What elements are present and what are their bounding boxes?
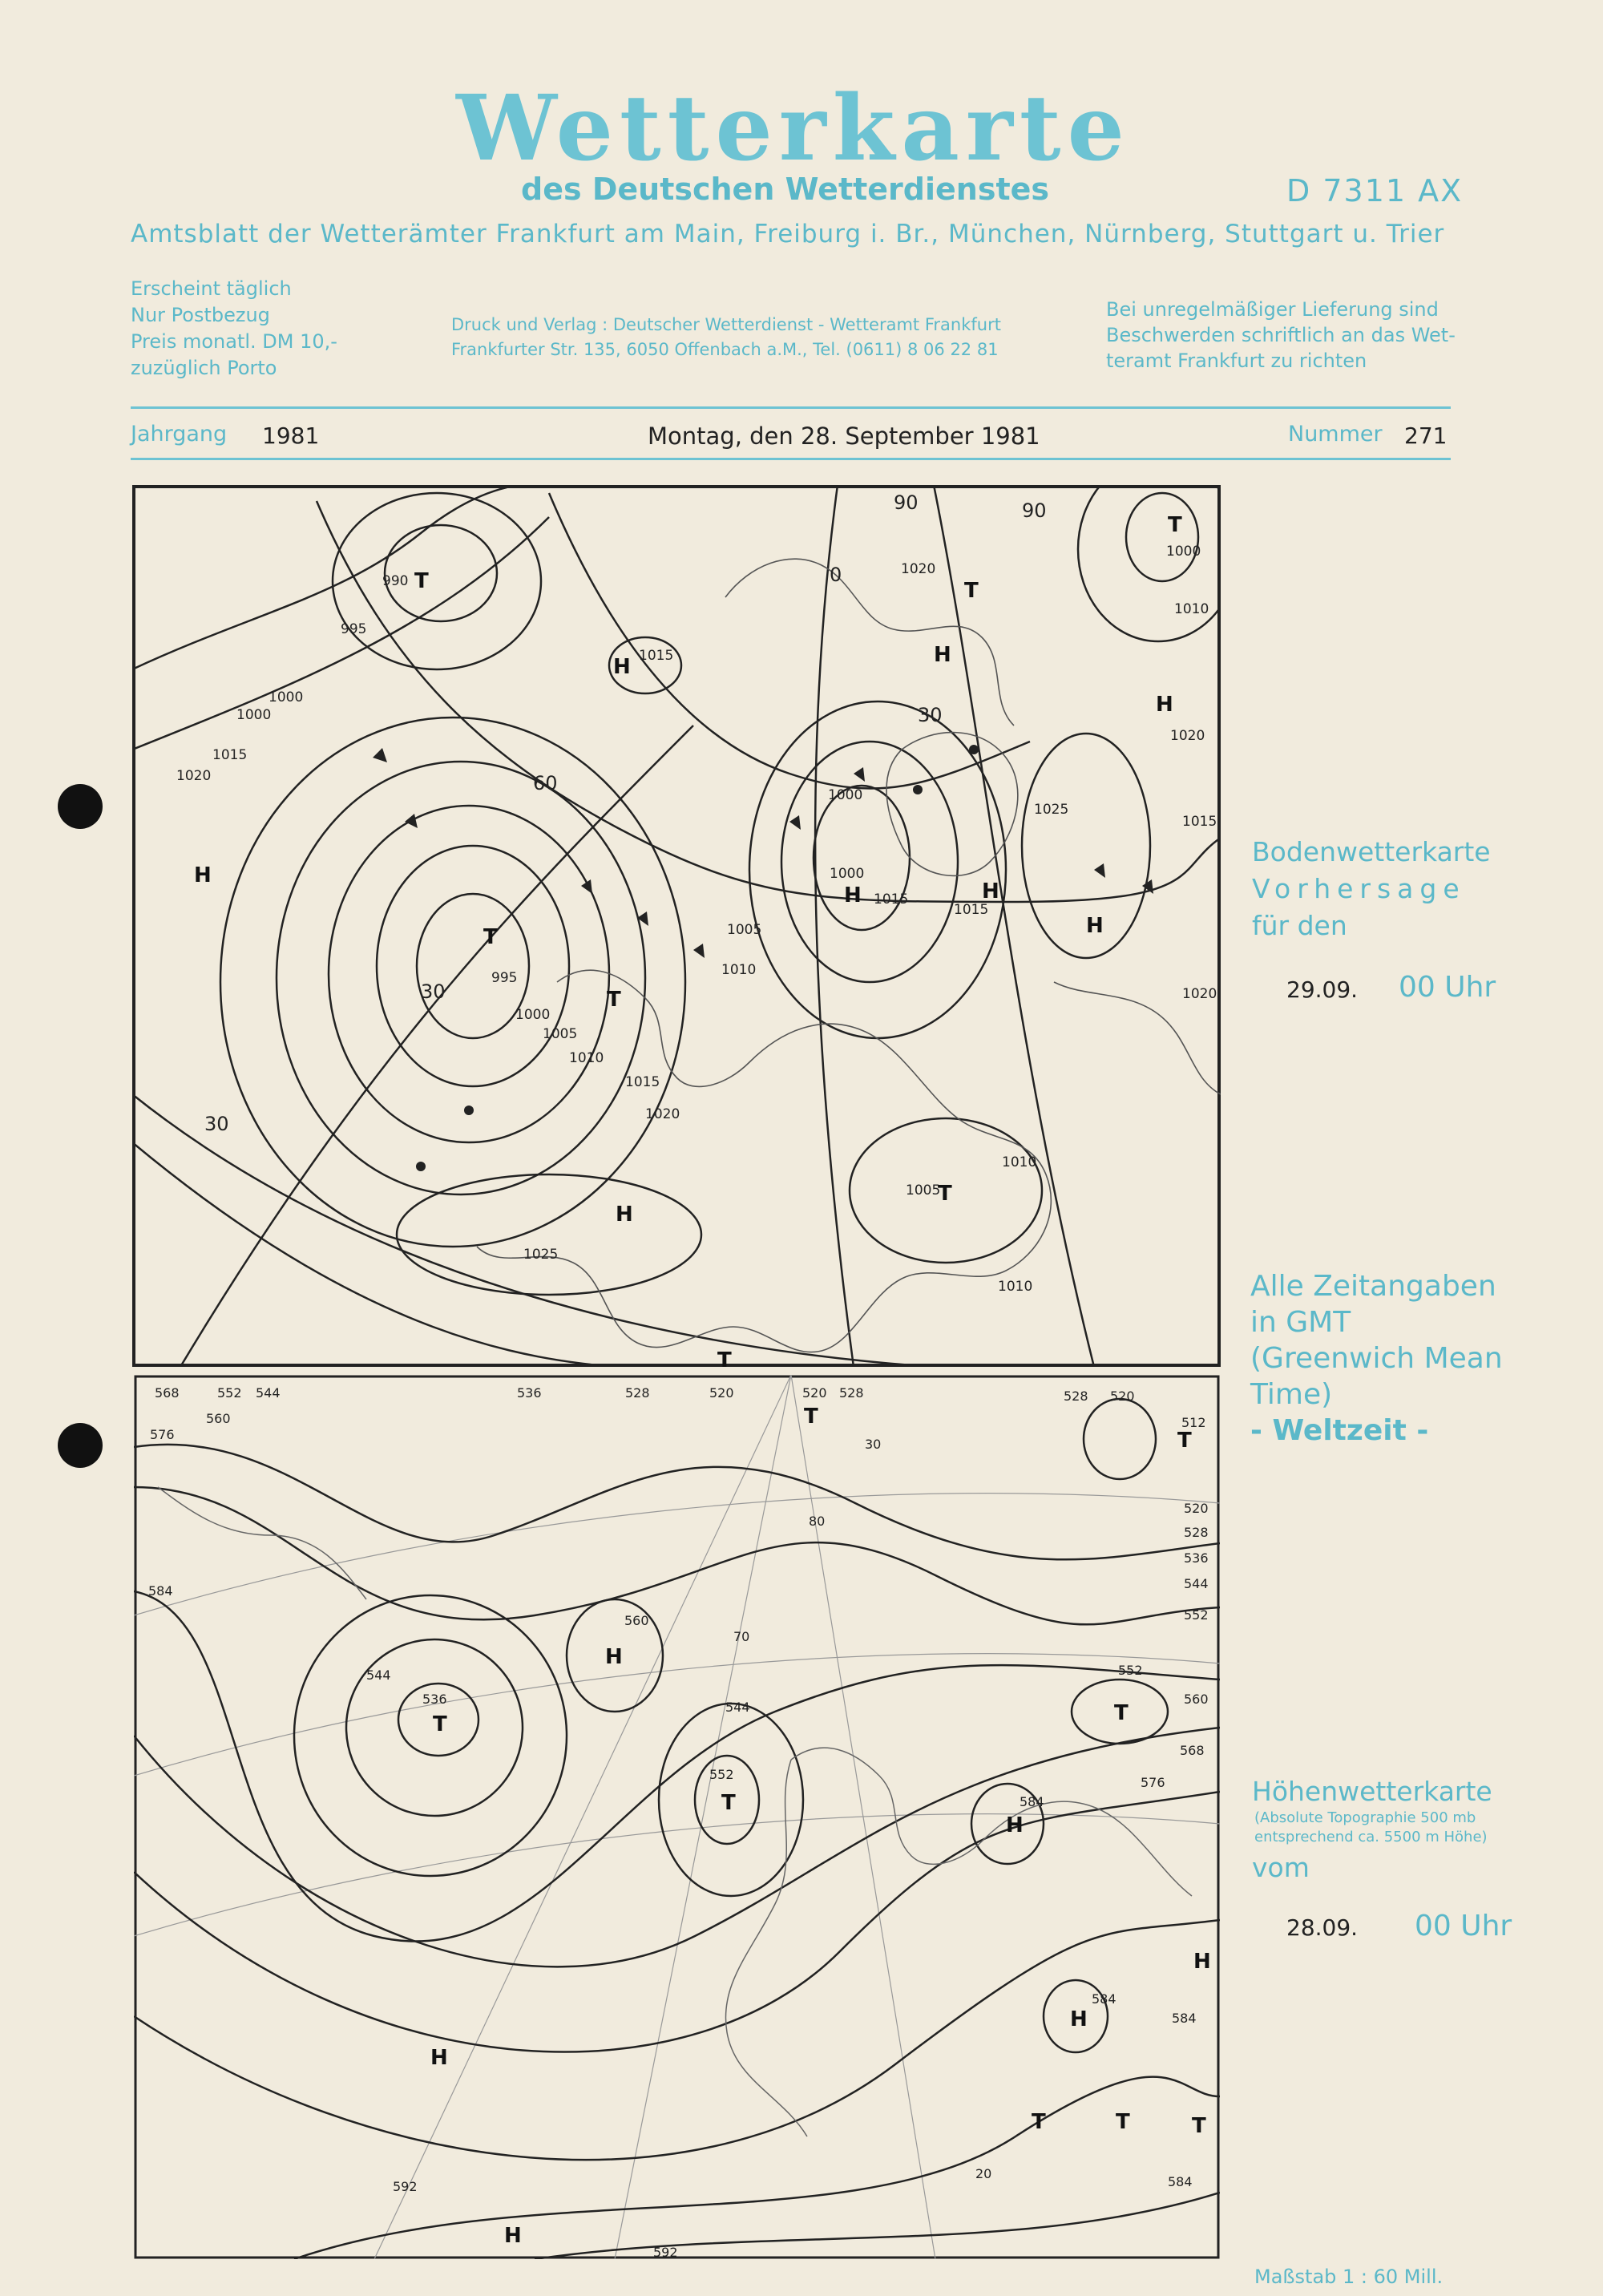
low-center: T	[1114, 1701, 1129, 1725]
isobar-label: 1015	[212, 747, 248, 763]
contour-label: 584	[1092, 1991, 1116, 2007]
isobar-label: 995	[491, 970, 518, 986]
low-center: T	[804, 1405, 818, 1429]
high-center: H	[616, 1203, 633, 1227]
latitude-label: 70	[733, 1629, 750, 1644]
isobar-label: 1000	[830, 866, 865, 882]
low-center: T	[964, 579, 979, 603]
map-frame	[134, 487, 1219, 1365]
contour-label: 520	[709, 1385, 734, 1401]
contour-label: 576	[150, 1427, 175, 1442]
low-center: T	[1116, 2110, 1130, 2134]
heading-line: für den	[1252, 910, 1347, 941]
low-center: T	[1032, 2110, 1046, 2134]
contour-label: 528	[1184, 1525, 1209, 1540]
info-line: Frankfurter Str. 135, 6050 Offenbach a.M., Tel. (0611) 8 06 22 81	[451, 340, 999, 359]
isobar-label: 1015	[639, 648, 674, 664]
latitude-label: 30	[865, 1437, 882, 1452]
note-line: - Weltzeit -	[1250, 1414, 1429, 1447]
nummer-label: Nummer	[1288, 422, 1383, 447]
contour-label: 528	[839, 1385, 864, 1401]
newspaper-title: Wetterkarte	[456, 76, 1131, 181]
high-center: H	[504, 2224, 522, 2248]
contour-label: 520	[802, 1385, 827, 1401]
contour-label: 536	[422, 1692, 447, 1707]
high-center: H	[605, 1645, 623, 1669]
gmt-note	[1250, 1268, 1503, 1449]
contour-label: 520	[1184, 1501, 1209, 1516]
high-center: H	[1193, 1950, 1211, 1974]
contour-label: 552	[217, 1385, 242, 1401]
punch-hole	[58, 784, 103, 829]
contour-label: 528	[1064, 1389, 1088, 1404]
isobar-label: 1010	[1002, 1154, 1037, 1170]
contour-label: 568	[1180, 1743, 1205, 1758]
height-contours	[134, 1399, 1220, 2259]
contour-label: 544	[1184, 1576, 1209, 1591]
contour-label: 560	[1184, 1692, 1209, 1707]
isobar-label: 1020	[901, 561, 936, 577]
contour-label: 544	[366, 1667, 391, 1683]
contour-label: 552	[1118, 1663, 1143, 1678]
high-center: H	[844, 883, 862, 907]
jahrgang-value: 1981	[262, 422, 320, 449]
high-center: H	[430, 2046, 448, 2070]
contour-label: 552	[1184, 1607, 1209, 1623]
note-line: (Greenwich Mean	[1250, 1342, 1503, 1375]
height-centers	[430, 1405, 1211, 2248]
note-line: Alle Zeitangaben	[1250, 1270, 1496, 1303]
isobar-labels	[176, 491, 1217, 1295]
isobar-label: 995	[341, 621, 367, 637]
latitude-label: 90	[894, 491, 919, 514]
info-line: Bei unregelmäßiger Lieferung sind	[1106, 298, 1439, 321]
amtsblatt-line: Amtsblatt der Wetterämter Frankfurt am Main, Freiburg i. Br., München, Nürnberg, Stuttgart u. Trier	[131, 220, 1445, 249]
low-center: T	[1168, 513, 1182, 537]
info-line: Erscheint täglich	[131, 277, 292, 300]
isobar-label: 1020	[645, 1106, 680, 1122]
info-line: Preis monatl. DM 10,-	[131, 330, 337, 353]
isobar-label: 1005	[906, 1182, 941, 1199]
contour-label: 592	[653, 2245, 678, 2259]
isobar-label: 1020	[1170, 728, 1205, 744]
surface-weather-map	[132, 485, 1221, 1367]
heading-line: Vorhersage	[1252, 873, 1466, 904]
upper-map-date: 28.09.	[1286, 1914, 1359, 1941]
jahrgang-label: Jahrgang	[131, 422, 228, 447]
high-center: H	[194, 863, 212, 887]
upper-map-title: Höhenwetterkarte	[1252, 1776, 1492, 1807]
isobar-label: 1010	[1174, 601, 1209, 617]
punch-hole	[58, 1423, 103, 1468]
high-center: H	[1070, 2007, 1088, 2031]
contour-label: 544	[725, 1700, 750, 1715]
contour-label: 568	[155, 1385, 180, 1401]
note-line: in GMT	[1250, 1306, 1351, 1339]
contour-label: 520	[1110, 1389, 1135, 1404]
isobar-label: 1015	[1182, 814, 1217, 830]
high-center: H	[934, 643, 951, 667]
pressure-centers	[194, 513, 1182, 1367]
info-line: Druck und Verlag : Deutscher Wetterdienst - Wetteramt Frankfurt	[451, 315, 1001, 334]
isobar-label: 1025	[1034, 802, 1069, 818]
isobar-label: 1025	[523, 1247, 559, 1263]
coastlines	[477, 559, 1221, 1352]
note-line: (Absolute Topographie 500 mb	[1254, 1809, 1476, 1826]
isobar-label: 990	[382, 573, 409, 589]
surface-map-time: 00 Uhr	[1399, 971, 1496, 1004]
high-center: H	[1156, 693, 1173, 717]
note-line: Time)	[1250, 1378, 1333, 1411]
isobar-label: 1000	[269, 689, 304, 705]
isobar-label: 1000	[828, 787, 863, 803]
nummer-value: 271	[1404, 422, 1448, 449]
publication-code: D 7311 AX	[1286, 173, 1464, 208]
high-center: H	[1006, 1813, 1024, 1837]
contour-label: 576	[1141, 1775, 1165, 1790]
contour-labels	[148, 1385, 1209, 2259]
low-center: T	[717, 1348, 732, 1367]
contour-label: 552	[709, 1767, 734, 1782]
low-center: T	[1192, 2114, 1206, 2138]
low-center: T	[607, 988, 621, 1012]
upper-air-map	[134, 1375, 1220, 2259]
contour-label: 584	[1168, 2174, 1193, 2189]
high-center: H	[982, 879, 999, 903]
latitude-label: 30	[204, 1113, 229, 1135]
latitude-label: 30	[918, 704, 943, 726]
contour-label: 560	[624, 1613, 649, 1628]
isobar-label: 1020	[176, 768, 212, 784]
contour-label: 528	[625, 1385, 650, 1401]
low-center: T	[433, 1712, 447, 1736]
contour-label: 536	[1184, 1550, 1209, 1566]
info-line: Beschwerden schriftlich an das Wet-	[1106, 324, 1456, 346]
heading-line: Bodenwetterkarte	[1252, 836, 1491, 867]
latitude-label: 0	[830, 564, 842, 586]
low-center: T	[1177, 1429, 1192, 1453]
latitude-label: 20	[975, 2166, 992, 2181]
low-center: T	[414, 569, 429, 593]
isobar-label: 1000	[236, 707, 272, 723]
publisher-info	[451, 313, 1001, 362]
note-line: entsprechend ca. 5500 m Höhe)	[1254, 1829, 1488, 1845]
contour-label: 592	[393, 2179, 418, 2194]
complaint-info	[1106, 297, 1456, 374]
info-line: teramt Frankfurt zu richten	[1106, 350, 1367, 372]
isobar-label: 1010	[721, 962, 757, 978]
low-center: T	[483, 925, 498, 949]
contour-label: 584	[1172, 2011, 1197, 2026]
contour-label: 584	[1020, 1794, 1044, 1809]
upper-map-vom: vom	[1252, 1852, 1310, 1883]
upper-map-note	[1254, 1809, 1488, 1847]
map-scale: Maßstab 1 : 60 Mill.	[1254, 2266, 1444, 2288]
latitude-label: 60	[533, 772, 558, 794]
high-center: H	[1086, 914, 1104, 938]
isobar-label: 1015	[874, 891, 909, 907]
isobar-label: 1005	[727, 922, 762, 938]
isobar-lines	[132, 485, 1221, 1367]
latitude-label: 30	[421, 980, 446, 1003]
contour-label: 512	[1181, 1415, 1206, 1430]
contour-label: 584	[148, 1583, 173, 1599]
latitude-label: 90	[1022, 499, 1047, 522]
low-center: T	[721, 1791, 736, 1815]
contour-label: 536	[517, 1385, 542, 1401]
isobar-label: 1000	[515, 1007, 551, 1023]
isobar-label: 1005	[543, 1026, 578, 1042]
contour-label: 544	[256, 1385, 281, 1401]
isobar-label: 1010	[569, 1050, 604, 1066]
isobar-label: 1015	[625, 1074, 660, 1090]
surface-map-date: 29.09.	[1286, 976, 1359, 1003]
contour-label: 560	[206, 1411, 231, 1426]
isobar-label: 1020	[1182, 986, 1217, 1002]
isobar-label: 1000	[1166, 544, 1201, 560]
header-rule-top	[131, 406, 1451, 409]
high-center: H	[613, 655, 631, 679]
info-line: zuzüglich Porto	[131, 357, 277, 379]
isobar-label: 1010	[998, 1279, 1033, 1295]
issue-date: Montag, den 28. September 1981	[648, 422, 1040, 450]
low-center: T	[938, 1182, 952, 1206]
latitude-label: 80	[809, 1514, 826, 1529]
surface-map-heading	[1252, 834, 1491, 944]
subscription-info	[131, 276, 337, 382]
info-line: Nur Postbezug	[131, 304, 270, 326]
header-rule-bottom	[131, 458, 1451, 460]
isobar-label: 1015	[954, 902, 989, 918]
subtitle: des Deutschen Wetterdienstes	[521, 172, 1050, 207]
upper-map-time: 00 Uhr	[1415, 1910, 1512, 1942]
